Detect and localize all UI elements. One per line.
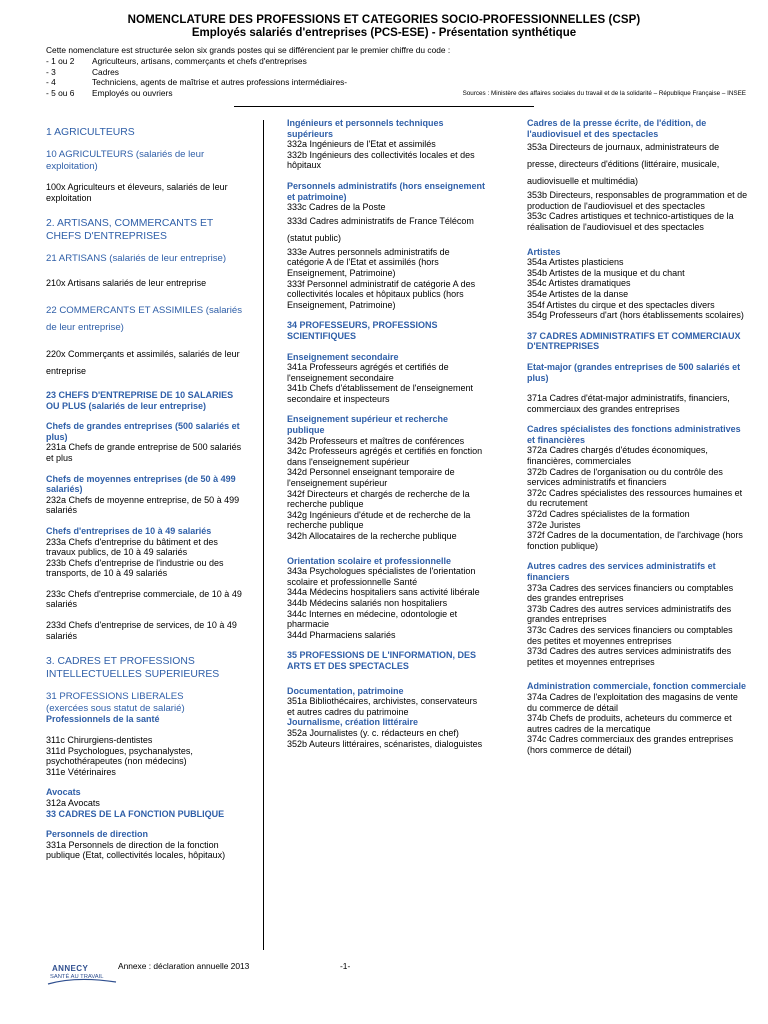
group-heading: Autres cadres des services administratifs et financiers <box>527 561 716 582</box>
list-item: 333d Cadres administratifs de France Télécom (statut public) <box>287 215 474 243</box>
group-heading: Journalisme, création littéraire <box>287 717 419 728</box>
list-item: 351a Bibliothécaires, archivistes, conservateurs et autres cadres du patrimoine <box>287 696 478 717</box>
list-item: 373b Cadres des autres services administratifs des grandes entreprises <box>527 603 732 625</box>
list-item: 353c Cadres artistiques et technico-artistiques de la réalisation de l'audiovisuel et des spectacles <box>527 211 734 232</box>
group-heading: Cadres spécialistes des fonctions administratives et financières <box>527 424 741 445</box>
section-heading: 2. ARTISANS, COMMERCANTS ET CHEFS D'ENTREPRISES <box>46 218 214 243</box>
group-heading: Documentation, patrimoine <box>287 685 404 696</box>
list-item: 344c Internes en médecine, odontologie et pharmacie <box>287 608 458 630</box>
list-item: 233b Chefs d'entreprise de l'industrie ou des transports, de 10 à 49 salariés <box>46 557 224 579</box>
list-item: 342f Directeurs et chargés de recherche de la recherche publique <box>287 488 470 510</box>
group-heading: Enseignement secondaire <box>287 351 399 362</box>
list-item: 311e Vétérinaires <box>46 766 116 777</box>
subsection-heading: 10 AGRICULTEURS (salariés de leur exploitation) <box>46 149 205 172</box>
intro-row: - 3 Cadres <box>46 66 119 77</box>
logo-line1: ANNECY <box>52 964 89 973</box>
group-heading: Professionnels de la santé <box>46 714 160 725</box>
list-item: 312a Avocats <box>46 798 100 808</box>
list-item: 343a Psychologues spécialistes de l'orientation scolaire et professionnelle Santé <box>287 566 476 587</box>
group-heading: Administration commerciale, fonction commerciale <box>527 681 747 692</box>
list-item: 342d Personnel enseignant temporaire de l'enseignement supérieur <box>287 467 455 489</box>
list-item: 374a Cadres de l'exploitation des magasins de vente du commerce de détail <box>527 691 738 713</box>
subsection-heading: 22 COMMERCANTS ET ASSIMILES (salariés de leur entreprise) <box>46 304 243 333</box>
list-item: 311d Psychologues, psychanalystes, psychothérapeutes (non médecins) <box>46 745 193 767</box>
list-item: 354b Artistes de la musique et du chant <box>527 267 685 278</box>
list-item: 231a Chefs de grande entreprise de 500 salariés et plus <box>46 442 242 463</box>
list-item: 342b Professeurs et maîtres de conférences <box>287 435 465 446</box>
list-item: 333f Personnel administratif de catégorie A des collectivités locales et hôpitaux publics (hors Enseignement, Patrimoine) <box>287 278 476 310</box>
group-heading: Personnels administratifs (hors enseignement et patrimoine) <box>287 180 486 202</box>
column-divider <box>263 120 264 950</box>
intro-block <box>46 45 746 99</box>
footer-annexe: Annexe : déclaration annuelle 2013 <box>118 961 250 971</box>
list-item: 311c Chirurgiens-dentistes <box>46 735 153 746</box>
group-heading: Ingénieurs et personnels techniques supérieurs <box>287 118 444 139</box>
list-item: 332a Ingénieurs de l'Etat et assimilés <box>287 139 436 150</box>
subsection-heading: 21 ARTISANS (salariés de leur entreprise) <box>46 253 227 265</box>
list-item: 100x Agriculteurs et éleveurs, salariés de leur exploitation <box>46 182 228 203</box>
document-subtitle: Employés salariés d'entreprises (PCS-ESE) - Présentation synthétique <box>191 27 577 39</box>
list-item: 372d Cadres spécialistes de la formation <box>527 509 690 520</box>
intro-lead: Cette nomenclature est structurée selon six grands postes qui se différencient par le premier chiffre du code : <box>46 45 451 55</box>
list-item: 373a Cadres des services financiers ou comptables des grandes entreprises <box>527 582 734 604</box>
list-item: 233d Chefs d'entreprise de services, de 10 à 49 salariés <box>46 620 237 641</box>
list-item: 333c Cadres de la Poste <box>287 202 386 213</box>
list-item: 333e Autres personnels administratifs de catégorie A de l'Etat et assimilés (hors Enseignement, Patrimoine) <box>287 246 450 278</box>
list-item: 354g Professeurs d'art (hors établissements scolaires) <box>527 310 744 321</box>
group-heading: 33 CADRES DE LA FONCTION PUBLIQUE <box>46 808 225 819</box>
column-1 <box>46 118 242 861</box>
list-item: 373d Cadres des autres services administratifs des petites et moyennes entreprises <box>527 646 732 667</box>
subsection-heading: 31 PROFESSIONS LIBERALES <box>46 691 184 703</box>
list-item: 341a Professeurs agrégés et certifiés de l'enseignement secondaire <box>287 362 449 383</box>
group-heading: 35 PROFESSIONS DE L'INFORMATION, DES ARTS ET DES SPECTACLES <box>287 650 476 671</box>
list-item: 354f Artistes du cirque et des spectacles divers <box>527 299 715 310</box>
group-heading: 23 CHEFS D'ENTREPRISE DE 10 SALARIES OU PLUS (salariés de leur entreprise) <box>46 389 234 411</box>
group-heading: 34 PROFESSEURS, PROFESSIONS SCIENTIFIQUES <box>287 320 438 341</box>
annecy-sante-logo <box>46 964 118 988</box>
list-item: 220x Commerçants et assimilés, salariés de leur entreprise <box>46 348 240 376</box>
list-item: 372a Cadres chargés d'études économiques, financières, commerciales <box>527 445 708 467</box>
list-item: 374b Chefs de produits, acheteurs du commerce et autres cadres de la mercatique <box>527 713 732 734</box>
list-item: 372f Cadres de la documentation, de l'archivage (hors fonction publique) <box>527 530 743 551</box>
group-heading: Enseignement supérieur et recherche publique <box>287 414 449 436</box>
header-divider <box>234 106 534 107</box>
list-item: 331a Personnels de direction de la fonction publique (Etat, collectivités locales, hôpitaux) <box>46 839 226 861</box>
list-item: 342h Allocataires de la recherche publique <box>287 531 457 541</box>
list-item: 354c Artistes dramatiques <box>527 278 631 289</box>
list-item: 372b Cadres de l'organisation ou du contrôle des services administratifs et financiers <box>527 466 723 488</box>
column-2 <box>287 118 487 749</box>
list-item: 372e Juristes <box>527 519 581 530</box>
section-heading: 3. CADRES ET PROFESSIONS INTELLECTUELLES SUPERIEURES <box>46 656 220 681</box>
group-heading: 37 CADRES ADMINISTRATIFS ET COMMERCIAUX D'ENTREPRISES <box>527 330 741 352</box>
intro-row: - 5 ou 6 Employés ou ouvriers Sources : Ministère des affaires sociales du travail et de la solidarité – République Française – INSEE <box>46 88 746 99</box>
group-heading: Personnels de direction <box>46 829 149 840</box>
list-item: 344b Médecins salariés non hospitaliers <box>287 597 448 608</box>
list-item: 372c Cadres spécialistes des ressources humaines et du recrutement <box>527 487 743 509</box>
group-heading: Cadres de la presse écrite, de l'édition, de l'audiovisuel et des spectacles <box>527 118 707 139</box>
list-item: 352b Auteurs littéraires, scénaristes, dialoguistes <box>287 738 483 749</box>
document-title: NOMENCLATURE DES PROFESSIONS ET CATEGORIES SOCIO-PROFESSIONNELLES (CSP) <box>127 14 641 26</box>
group-heading: Avocats <box>46 787 81 798</box>
intro-row: - 1 ou 2 Agriculteurs, artisans, commerçants et chefs d'entreprises <box>46 55 307 66</box>
list-item: 210x Artisans salariés de leur entreprise <box>46 277 207 288</box>
list-item: 342c Professeurs agrégés et certifiés en fonction dans l'enseignement supérieur <box>287 446 483 467</box>
section-heading: 1 AGRICULTEURS <box>46 127 135 138</box>
list-item: 233c Chefs d'entreprise commerciale, de 10 à 49 salariés <box>46 588 242 610</box>
list-item: 374c Cadres commerciaux des grandes entreprises (hors commerce de détail) <box>527 734 734 755</box>
group-heading: Orientation scolaire et professionnelle <box>287 555 452 566</box>
list-item: 233a Chefs d'entreprise du bâtiment et des travaux publics, de 10 à 49 salariés <box>46 536 218 558</box>
list-item: 354e Artistes de la danse <box>527 288 629 299</box>
document-header <box>0 14 768 39</box>
group-heading: Chefs d'entreprises de 10 à 49 salariés <box>46 525 212 536</box>
list-item: 371a Cadres d'état-major administratifs, financiers, commerciaux des grandes entreprises <box>527 393 730 414</box>
logo-line2: SANTÉ AU TRAVAIL <box>50 974 104 980</box>
group-heading: Chefs de moyennes entreprises (de 50 à 499 salariés) <box>46 473 236 495</box>
list-item: 342g Ingénieurs d'étude et de recherche de la recherche publique <box>287 509 471 531</box>
subsection-heading: (exercées sous statut de salarié) <box>46 702 185 714</box>
source-note: Sources : Ministère des affaires sociales du travail et de la solidarité – République Française – INSEE <box>462 90 746 98</box>
page-number: -1- <box>340 961 351 971</box>
list-item: 341b Chefs d'établissement de l'enseignement secondaire et inspecteurs <box>287 383 474 404</box>
list-item: 344d Pharmaciens salariés <box>287 629 396 640</box>
list-item: 353a Directeurs de journaux, administrateurs de presse, directeurs d'éditions (littéraire, musicale, audiovisuelle et multimédia) <box>527 142 720 187</box>
group-heading: Artistes <box>527 246 561 257</box>
list-item: 352a Journalistes (y. c. rédacteurs en chef) <box>287 727 459 738</box>
group-heading: Etat-major (grandes entreprises de 500 salariés et plus) <box>527 361 741 383</box>
list-item: 232a Chefs de moyenne entreprise, de 50 à 499 salariés <box>46 494 240 516</box>
list-item: 353b Directeurs, responsables de programmation et de production de l'audiovisuel et des spectacles <box>527 190 748 211</box>
list-item: 354a Artistes plasticiens <box>527 257 624 268</box>
intro-row: - 4 Techniciens, agents de maîtrise et autres professions intermédiaires- <box>46 77 348 88</box>
list-item: 373c Cadres des services financiers ou comptables des petites et moyennes entreprises <box>527 624 733 646</box>
group-heading: Chefs de grandes entreprises (500 salariés et plus) <box>46 421 240 442</box>
list-item: 332b Ingénieurs des collectivités locales et des hôpitaux <box>287 149 475 171</box>
list-item: 344a Médecins hospitaliers sans activité libérale <box>287 587 480 598</box>
column-3 <box>527 118 748 756</box>
